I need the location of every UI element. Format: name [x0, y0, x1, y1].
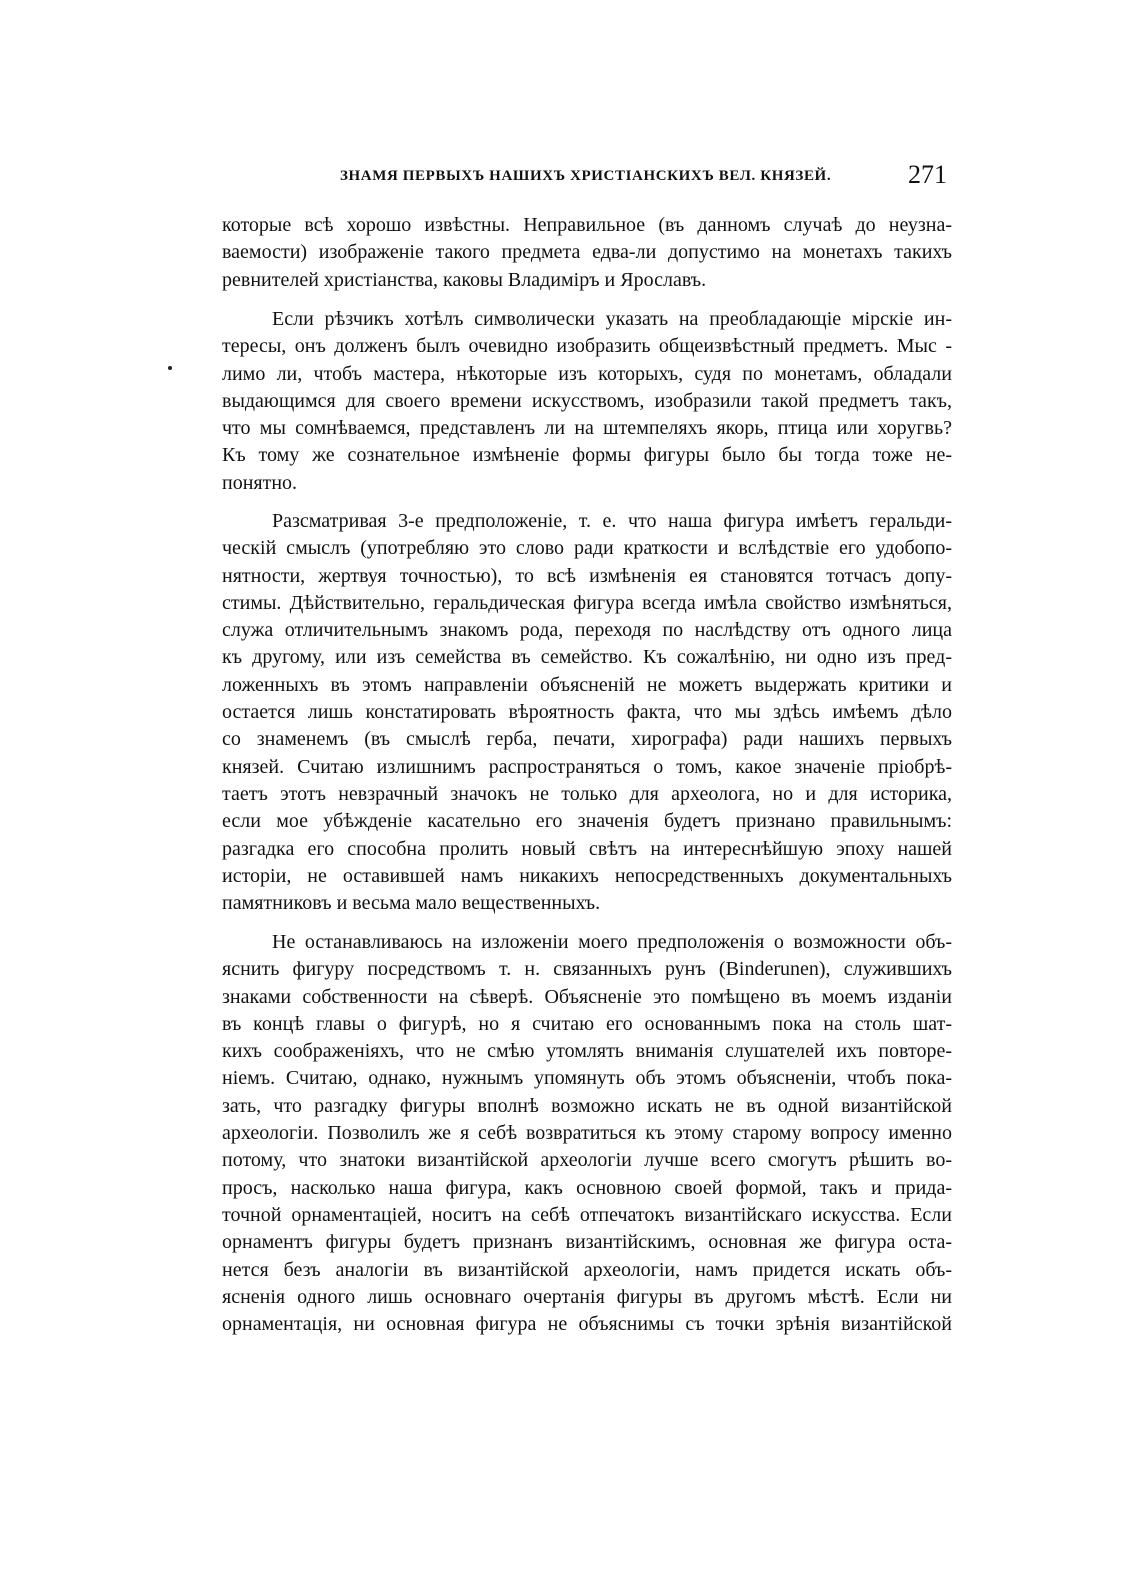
- text-line: зать, что разгадку фигуры вполнѣ возможно искать не въ одной византійской: [222, 1094, 952, 1117]
- text-line: точной орнаментаціей, носитъ на себѣ отпечатокъ византійскаго искусства. Если: [222, 1203, 952, 1226]
- text-line: тересы, онъ долженъ былъ очевидно изобразить общеизвѣстный предметъ. Мыс -: [222, 335, 952, 358]
- text-line: орнаментъ фигуры будетъ признанъ византійскимъ, основная же фигура оста-: [222, 1231, 952, 1254]
- text-line: къ другому, или изъ семейства въ семейство. Къ сожалѣнію, ни одно изъ пред-: [222, 646, 952, 669]
- paragraph-3: [222, 508, 952, 917]
- text-line: орнаментація, ни основная фигура не объяснимы съ точки зрѣнія византійской: [222, 1313, 952, 1336]
- text-line: ложенныхъ въ этомъ направленіи объясненій не можетъ выдержать критики и: [222, 673, 952, 696]
- text-line: просъ, насколько наша фигура, какъ основною своей формой, такъ и прида-: [222, 1176, 952, 1199]
- text-line: стимы. Дѣйствительно, геральдическая фигура всегда имѣла свойство измѣняться,: [222, 591, 952, 614]
- text-line: выдающимся для своего времени искусствомъ, изобразили такой предметъ такъ,: [222, 389, 952, 412]
- text-line: князей. Считаю излишнимъ распространяться о томъ, какое значеніе пріобрѣ-: [222, 755, 952, 778]
- text-line: нятности, жертвуя точностью), то всѣ измѣненія ея становятся тотчасъ допу-: [222, 564, 952, 587]
- text-line: Разсматривая 3-е предположеніе, т. е. что наша фигура имѣетъ геральди-: [272, 510, 952, 532]
- text-line: разгадка его способна пролить новый свѣтъ на интереснѣйшую эпоху нашей: [222, 837, 952, 860]
- page-number: 271: [908, 160, 947, 189]
- text-line: Къ тому же сознательное измѣненіе формы фигуры было бы тогда тоже не-: [222, 444, 952, 467]
- text-line: знаками собственности на сѣверѣ. Объясненіе это помѣщено въ моемъ изданіи: [222, 985, 952, 1008]
- text-line: со знаменемъ (въ смыслѣ герба, печати, хирографа) ради нашихъ первыхъ: [222, 728, 952, 751]
- text-line: что мы сомнѣваемся, представленъ ли на штемпеляхъ якорь, птица или хоругвь?: [222, 417, 952, 440]
- text-line: ческій смыслъ (употребляю это слово ради краткости и вслѣдствіе его удобопо-: [222, 537, 952, 560]
- text-line: памятниковъ и весьма мало вещественныхъ.: [222, 892, 601, 915]
- text-line: ніемъ. Считаю, однако, нужнымъ упомянуть объ этомъ объясненіи, чтобъ пока-: [222, 1067, 952, 1090]
- text-line: понятно.: [222, 471, 298, 494]
- paragraph-1: [222, 212, 952, 294]
- text-line: ревнителей христіанства, каковы Владиміръ и Ярославъ.: [222, 268, 707, 291]
- paragraph-4: [222, 929, 952, 1338]
- text-line: лимо ли, чтобъ мастера, нѣкоторые изъ которыхъ, судя по монетамъ, обладали: [222, 362, 952, 385]
- margin-speck: [168, 366, 172, 370]
- text-line: служа отличительнымъ знакомъ рода, переходя по наслѣдству отъ одного лица: [222, 619, 952, 642]
- running-head: ЗНАМЯ ПЕРВЫХЪ НАШИХЪ ХРИСТІАНСКИХЪ ВЕЛ. КНЯЗЕЙ.: [340, 168, 832, 184]
- text-line: въ концѣ главы о фигурѣ, но я считаю его основаннымъ пока на столь шат-: [222, 1012, 952, 1035]
- text-line: Если рѣзчикъ хотѣлъ символически указать на преобладающіе мірскіе ин-: [272, 308, 952, 330]
- text-line: ясненія одного лишь основнаго очертанія фигуры въ другомъ мѣстѣ. Если ни: [222, 1285, 952, 1308]
- text-line: если мое убѣжденіе касательно его значенія будетъ признано правильнымъ:: [222, 810, 952, 833]
- text-line: Не останавливаюсь на изложеніи моего предположенія о возможности объ-: [272, 931, 952, 953]
- text-line: археологіи. Позволилъ же я себѣ возвратиться къ этому старому вопросу именно: [222, 1122, 952, 1145]
- text-line: таетъ этотъ невзрачный значокъ не только для археолога, но и для историка,: [222, 782, 952, 805]
- paragraph-2: [222, 306, 952, 497]
- text-line: которые всѣ хорошо извѣстны. Неправильное (въ данномъ случаѣ до неузна-: [222, 214, 952, 236]
- text-line: потому, что знатоки византійской археологіи лучше всего смогутъ рѣшить во-: [222, 1149, 952, 1172]
- text-line: исторіи, не оставившей намъ никакихъ непосредственныхъ документальныхъ: [222, 864, 952, 887]
- text-line: ваемости) изображеніе такого предмета едва-ли допустимо на монетахъ такихъ: [222, 241, 952, 264]
- text-line: нется безъ аналогіи въ византійской археологіи, намъ придется искать объ-: [222, 1258, 952, 1281]
- text-line: яснить фигуру посредствомъ т. н. связанныхъ рунъ (Binderunen), служившихъ: [222, 958, 952, 981]
- text-line: кихъ соображеніяхъ, что не смѣю утомлять вниманія слушателей ихъ повторе-: [222, 1040, 952, 1063]
- text-line: остается лишь констатировать вѣроятность факта, что мы здѣсь имѣемъ дѣло: [222, 701, 952, 724]
